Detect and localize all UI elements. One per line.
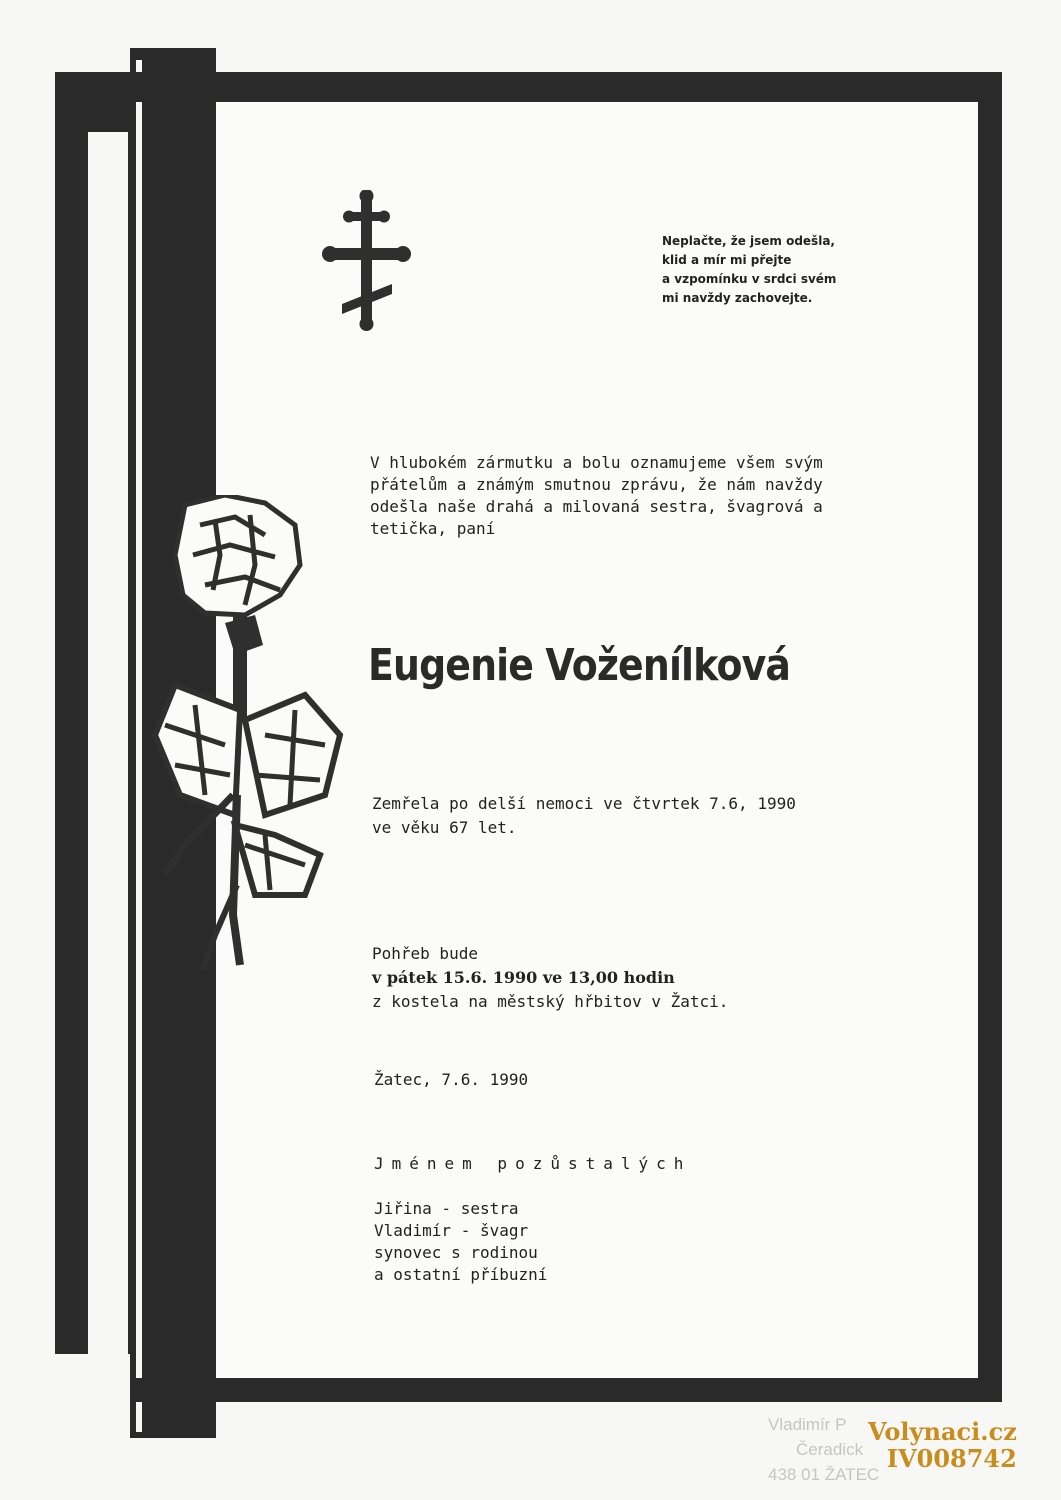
announcement-text bbox=[370, 452, 890, 540]
signatory: Vladimír - švagr bbox=[374, 1221, 529, 1240]
printer-stamp bbox=[768, 1412, 879, 1487]
announcement-line: odešla naše drahá a milovaná sestra, švagrová a bbox=[370, 497, 823, 516]
announcement-line: přátelům a známým smutnou zprávu, že nám navždy bbox=[370, 475, 823, 494]
funeral-line: z kostela na městský hřbitov v Žatci. bbox=[372, 992, 729, 1011]
poem-line: mi navždy zachovejte. bbox=[662, 291, 813, 305]
poem-line: Neplačte, že jsem odešla, bbox=[662, 234, 835, 248]
announcement-line: tetička, paní bbox=[370, 519, 496, 538]
place-date: Žatec, 7.6. 1990 bbox=[374, 1070, 529, 1089]
poem-line: a vzpomínku v srdci svém bbox=[662, 272, 837, 286]
frame-left-window bbox=[88, 132, 128, 1356]
stamp-line: Vladimír P bbox=[768, 1415, 847, 1434]
rose-icon bbox=[145, 495, 350, 985]
signatory: synovec s rodinou bbox=[374, 1243, 538, 1262]
watermark-id: IV008742 bbox=[886, 1444, 1017, 1473]
poem-line: klid a mír mi přejte bbox=[662, 253, 792, 267]
watermark-site: Volynaci.cz bbox=[868, 1417, 1017, 1446]
deceased-name: Eugenie Voženílková bbox=[368, 640, 791, 691]
orthodox-cross-icon bbox=[320, 190, 412, 332]
funeral-date: v pátek 15.6. 1990 ve 13,00 hodin bbox=[372, 968, 675, 987]
poem bbox=[662, 232, 836, 308]
on-behalf-heading: Jménem pozůstalých bbox=[374, 1154, 692, 1173]
frame-left-inner-gap bbox=[136, 60, 142, 1432]
funeral-line: Pohřeb bude bbox=[372, 944, 478, 963]
frame-top-bar bbox=[130, 72, 1002, 102]
death-line: ve věku 67 let. bbox=[372, 818, 517, 837]
watermark bbox=[868, 1418, 1017, 1472]
stamp-line: 438 01 ŽATEC bbox=[768, 1465, 880, 1484]
death-line: Zemřela po delší nemoci ve čtvrtek 7.6, 1990 bbox=[372, 794, 796, 813]
announcement-line: V hlubokém zármutku a bolu oznamujeme všem svým bbox=[370, 453, 823, 472]
funeral-info bbox=[372, 942, 728, 1014]
death-info bbox=[372, 792, 796, 840]
signatory: Jiřina - sestra bbox=[374, 1199, 519, 1218]
signatory: a ostatní příbuzní bbox=[374, 1265, 548, 1284]
stamp-line: Čeradick bbox=[796, 1440, 864, 1459]
signatories bbox=[374, 1198, 547, 1286]
frame-bottom-bar bbox=[130, 1378, 1002, 1402]
frame-right-bar bbox=[978, 72, 1002, 1402]
